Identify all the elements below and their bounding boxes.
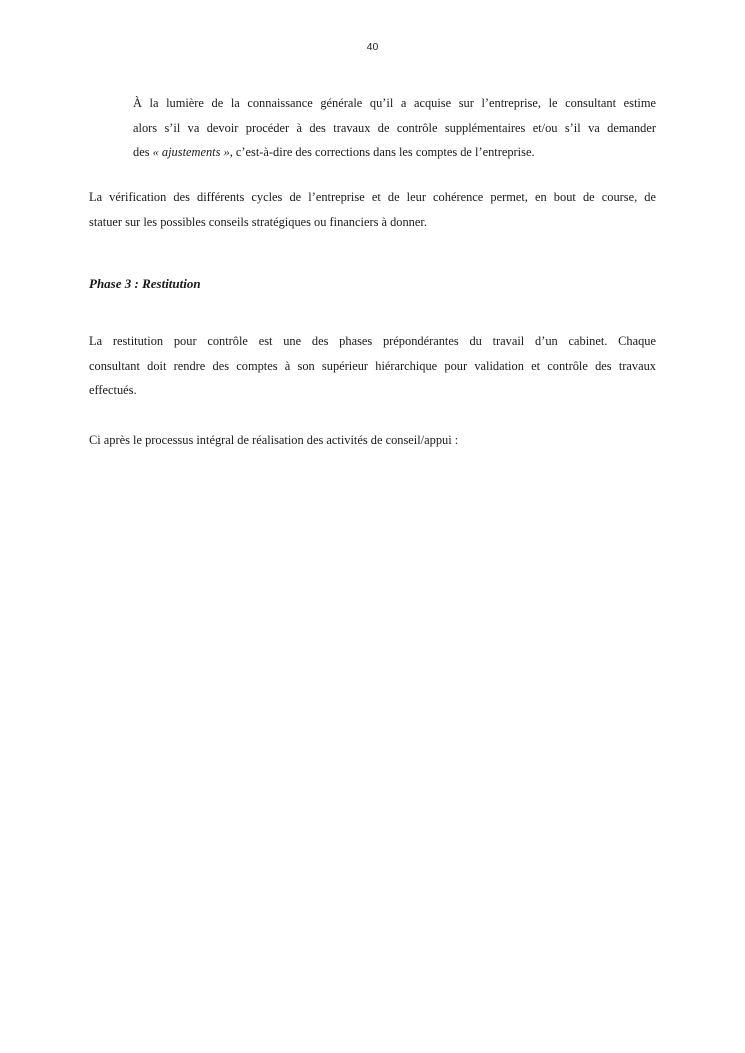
line-text: , c’est-à-dire des corrections dans les comptes de l’entreprise. <box>229 145 535 159</box>
section-heading: Phase 3 : Restitution <box>89 276 201 291</box>
paragraph-line: effectués. <box>89 383 137 397</box>
paragraph-line: À la lumière de la connaissance générale qu’il a acquise sur l’entreprise, le consultant estime <box>133 96 656 110</box>
paragraph-ci-apres <box>89 428 656 453</box>
paragraph-line: La vérification des différents cycles de l’entreprise et de leur cohérence permet, en bout de course, de <box>89 190 656 204</box>
paragraph-line: La restitution pour contrôle est une des phases prépondérantes du travail d’un cabinet. Chaque <box>89 334 656 348</box>
paragraph-restitution <box>89 329 656 403</box>
page-number: 40 <box>366 41 379 53</box>
paragraph-indented <box>133 91 656 165</box>
paragraph-line <box>133 140 656 165</box>
line-text: des <box>133 145 153 159</box>
paragraph-line: alors s’il va devoir procéder à des travaux de contrôle supplémentaires et/ou s’il va demander <box>133 120 656 135</box>
paragraph-line: Ci après le processus intégral de réalisation des activités de conseil/appui : <box>89 433 459 447</box>
paragraph-line: consultant doit rendre des comptes à son supérieur hiérarchique pour validation et contrôle des travaux <box>89 358 656 373</box>
italic-term: « ajustements » <box>152 145 230 159</box>
paragraph-verification <box>89 185 656 234</box>
paragraph-line: statuer sur les possibles conseils stratégiques ou financiers à donner. <box>89 214 427 229</box>
